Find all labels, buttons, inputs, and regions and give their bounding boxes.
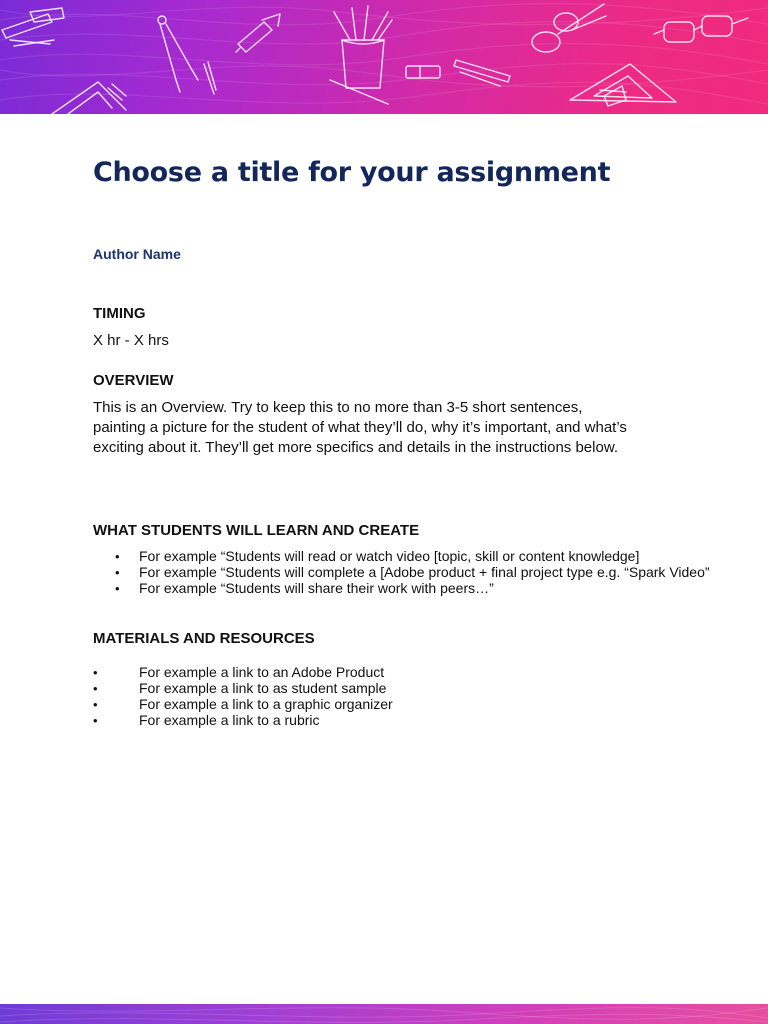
list-item: • For example “Students will read or watch video [topic, skill or content knowledge] <box>115 548 640 564</box>
list-item: • For example a link to as student sample <box>93 680 387 696</box>
bullet-icon: • <box>93 713 98 728</box>
bullet-icon: • <box>93 681 98 696</box>
pencil-icon <box>454 60 510 86</box>
learn-heading: WHAT STUDENTS WILL LEARN AND CREATE <box>93 522 420 539</box>
learn-list <box>93 548 710 596</box>
compass-icon <box>158 16 216 94</box>
footer-banner <box>0 1004 768 1024</box>
materials-heading: MATERIALS AND RESOURCES <box>93 630 315 647</box>
set-square-icon <box>52 82 126 114</box>
bullet-icon: • <box>93 697 98 712</box>
bullet-icon: • <box>115 581 120 596</box>
footer-art <box>0 1004 768 1024</box>
scissors-icon <box>532 4 606 52</box>
overview-heading: OVERVIEW <box>93 372 174 389</box>
list-item: • For example “Students will share their work with peers…” <box>115 580 494 596</box>
list-item: • For example a link to a rubric <box>93 712 320 728</box>
bullet-icon: • <box>115 549 120 564</box>
author-name: Author Name <box>93 246 181 262</box>
set-square-icon <box>570 64 676 106</box>
bullet-icon: • <box>115 565 120 580</box>
timing-value: X hr - X hrs <box>93 332 169 349</box>
highlighter-icon <box>236 14 280 52</box>
bullet-icon: • <box>93 665 98 680</box>
banner-art <box>0 0 768 114</box>
list-item: • For example a link to an Adobe Product <box>93 664 385 680</box>
list-item: • For example a link to a graphic organizer <box>93 696 393 712</box>
page-title: Choose a title for your assignment <box>93 157 611 188</box>
pencil-icon <box>2 8 64 46</box>
header-banner <box>0 0 768 114</box>
list-item: • For example “Students will complete a [Adobe product + final project type e.g. “Spark Video” <box>115 564 710 580</box>
overview-text: This is an Overview. Try to keep this to no more than 3-5 short sentences, painting a picture for the student of what they’ll do, why it’s important, and what’s exciting about it. They’ll get more specifics and details in the instructions below. <box>93 399 627 456</box>
timing-heading: TIMING <box>93 305 146 322</box>
materials-list <box>93 664 393 728</box>
